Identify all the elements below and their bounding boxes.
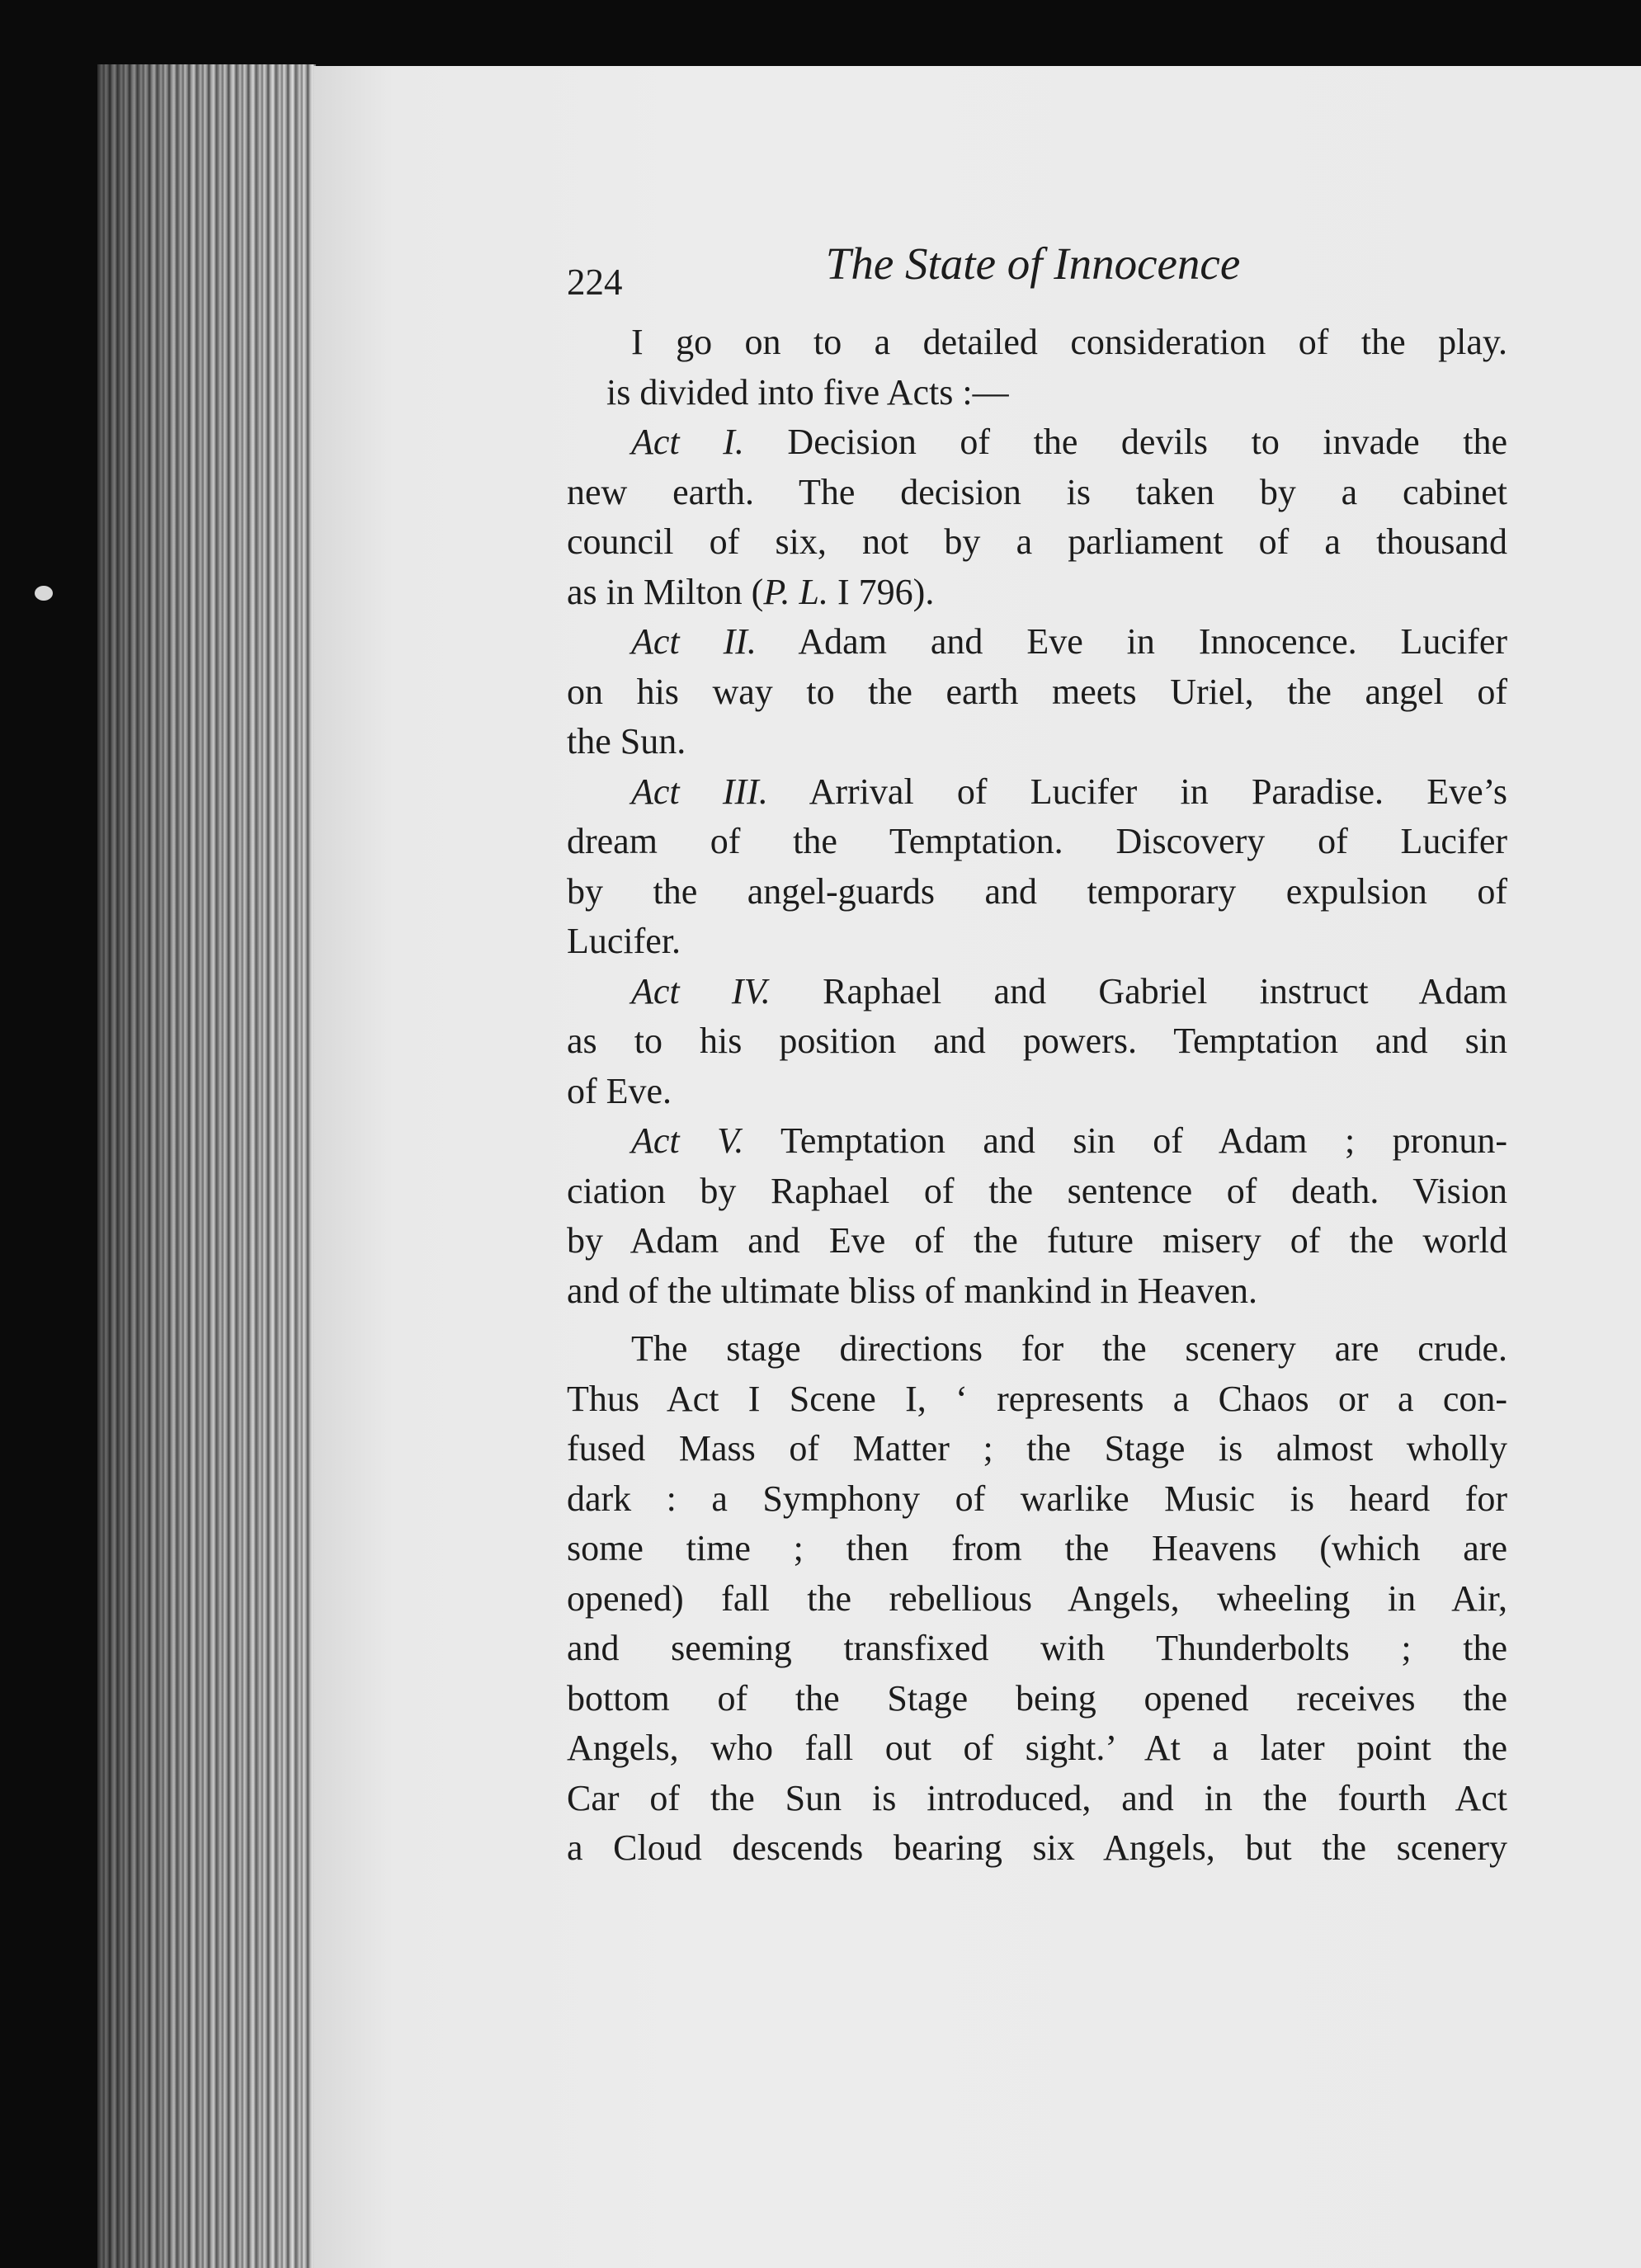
act-three-paragraph xyxy=(567,767,1507,967)
act-label: Act II. xyxy=(631,621,757,662)
text-line: Act III. Arrival of Lucifer in Paradise. Eve’s xyxy=(631,771,1507,812)
act-five-paragraph xyxy=(567,1116,1507,1316)
act-two-paragraph xyxy=(567,617,1507,767)
text-line: and seeming transfixed with Thunderbolts ; the xyxy=(567,1628,1507,1668)
text-line: as to his position and powers. Temptation and sin xyxy=(567,1021,1507,1061)
text-line: new earth. The decision is taken by a cabinet xyxy=(567,471,1507,512)
text-line: fused Mass of Matter ; the Stage is almost wholly xyxy=(567,1428,1507,1469)
text-line: the Sun. xyxy=(567,721,686,762)
text-line: ciation by Raphael of the sentence of death. Vision xyxy=(567,1170,1507,1211)
text-line: some time ; then from the Heavens (which are xyxy=(567,1528,1507,1568)
text-line: is divided into five Acts :— xyxy=(606,371,1009,413)
text-line: Lucifer. xyxy=(567,921,681,961)
text-line: Act V. Temptation and sin of Adam ; pronun- xyxy=(631,1120,1507,1161)
text-line: Act II. Adam and Eve in Innocence. Lucifer xyxy=(631,621,1507,662)
text-line: bottom of the Stage being opened receives the xyxy=(567,1677,1507,1719)
text-line: of Eve. xyxy=(567,1070,672,1111)
text-line: Angels, who fall out of sight.’ At a later point the xyxy=(567,1728,1507,1768)
scan-speck xyxy=(35,586,53,601)
text-line: Car of the Sun is introduced, and in the fourth Act xyxy=(567,1777,1507,1818)
book-page-edges xyxy=(97,64,316,2268)
running-head xyxy=(567,238,1639,312)
text-line: by Adam and Eve of the future misery of the world xyxy=(567,1220,1507,1261)
act-one-paragraph xyxy=(567,417,1507,617)
text-line: council of six, not by a parliament of a thousand xyxy=(567,521,1507,562)
page-number: 224 xyxy=(567,262,623,303)
text-line: on his way to the earth meets Uriel, the angel of xyxy=(567,671,1507,712)
act-label: Act I. xyxy=(631,422,744,462)
text-line: Act I. Decision of the devils to invade the xyxy=(631,422,1507,462)
text-line: and of the ultimate bliss of mankind in Heaven. xyxy=(567,1270,1258,1311)
act-label: Act IV. xyxy=(631,970,771,1011)
running-title: The State of Innocence xyxy=(825,238,1241,289)
text-line: a Cloud descends bearing six Angels, but the scenery xyxy=(567,1827,1507,1868)
text-line: as in Milton (P. L. I 796). xyxy=(567,571,935,612)
text-line: dark : a Symphony of warlike Music is heard for xyxy=(567,1478,1507,1519)
book-page xyxy=(314,66,1641,2268)
text-line: by the angel-guards and temporary expulsion of xyxy=(567,870,1507,912)
intro-paragraph xyxy=(567,318,1507,417)
text-line: I go on to a detailed consideration of the play. xyxy=(631,322,1507,362)
act-label: Act V. xyxy=(631,1120,744,1161)
text-line: Act IV. Raphael and Gabriel instruct Adam xyxy=(631,970,1507,1011)
act-label: Act III. xyxy=(631,771,768,812)
stage-directions-paragraph xyxy=(567,1324,1507,1874)
reference: P. L. xyxy=(763,571,829,612)
body-text xyxy=(567,318,1507,1874)
text-line: opened) fall the rebellious Angels, wheeling in Air, xyxy=(567,1577,1507,1619)
text-line: dream of the Temptation. Discovery of Lucifer xyxy=(567,821,1507,861)
text-line: The stage directions for the scenery are crude. xyxy=(631,1328,1507,1369)
text-line: Thus Act I Scene I, ‘ represents a Chaos or a con- xyxy=(567,1378,1507,1419)
act-four-paragraph xyxy=(567,967,1507,1117)
